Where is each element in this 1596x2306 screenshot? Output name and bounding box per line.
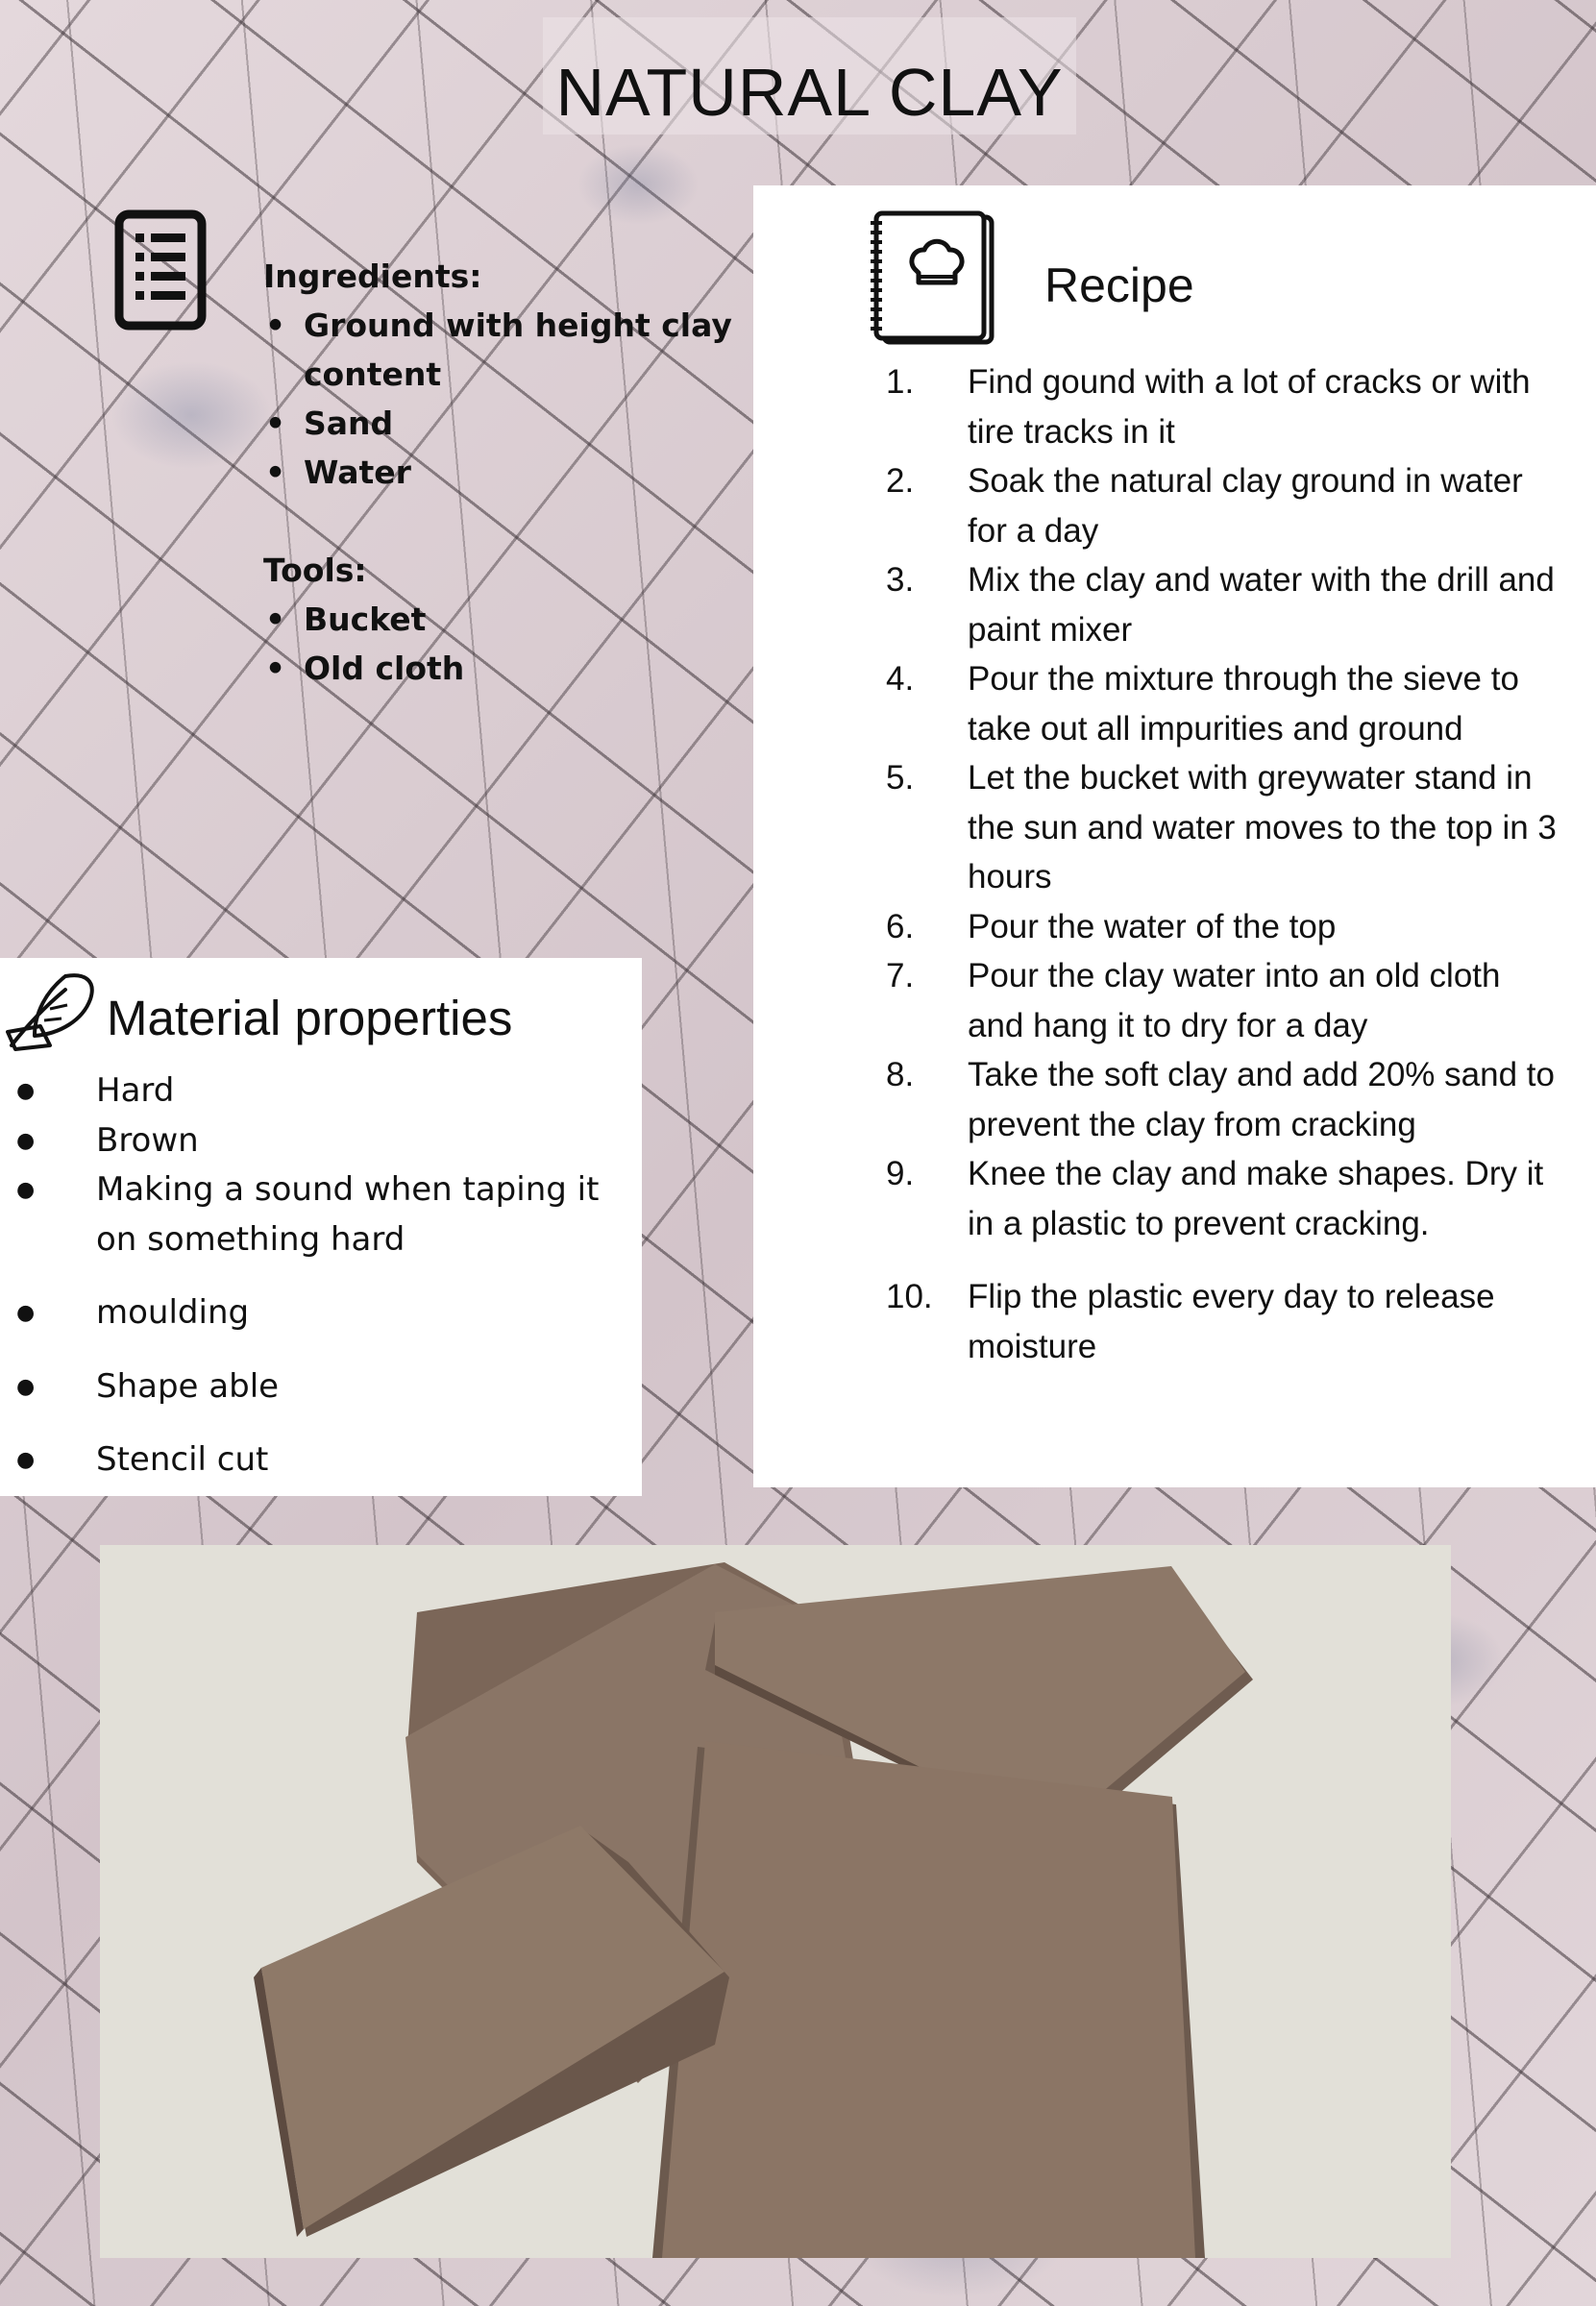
tools-list — [263, 595, 744, 693]
ingredient-item: • Sand — [263, 399, 744, 448]
recipe-steps — [886, 357, 1559, 1371]
step-text: Find gound with a lot of cracks or with tire tracks in it — [968, 363, 1531, 451]
step-number: 4. — [886, 660, 915, 698]
step-number: 3. — [886, 561, 915, 599]
page-title: NATURAL CLAY — [555, 55, 1064, 130]
recipe-step — [886, 951, 1559, 1050]
recipe-step — [886, 1050, 1559, 1149]
recipe-title: Recipe — [1044, 258, 1194, 312]
step-text: Pour the clay water into an old cloth and hang it to dry for a day — [968, 957, 1501, 1044]
recipe-step — [886, 357, 1559, 456]
clay-tiles-photo — [100, 1545, 1451, 2258]
step-text: Let the bucket with greywater stand in the sun and water moves to the top in 3 hours — [968, 759, 1557, 895]
step-number: 7. — [886, 957, 915, 994]
ingredients-heading: Ingredients: — [263, 258, 482, 295]
recipe-step — [886, 654, 1559, 753]
material-properties-list — [0, 1067, 615, 1485]
recipe-step — [886, 456, 1559, 555]
recipe-step — [886, 902, 1559, 952]
step-text: Knee the clay and make shapes. Dry it in a plastic to prevent cracking. — [968, 1155, 1544, 1242]
step-number: 5. — [886, 759, 915, 797]
property-item: ● Hard — [0, 1067, 615, 1116]
property-item: ● Brown — [0, 1116, 615, 1166]
feather-quill-icon — [6, 970, 98, 1051]
step-text: Pour the water of the top — [968, 907, 1337, 945]
title-banner — [543, 17, 1076, 135]
tool-item: • Bucket — [263, 595, 744, 644]
material-properties-title: Material properties — [107, 991, 513, 1045]
tool-item: • Old cloth — [263, 644, 744, 693]
recipe-step — [886, 1149, 1559, 1248]
property-item: ● Making a sound when taping it on something hard — [0, 1165, 615, 1264]
step-text: Mix the clay and water with the drill and paint mixer — [968, 561, 1555, 649]
recipe-step — [886, 753, 1559, 902]
ingredient-item: • Ground with height clay content — [263, 301, 744, 399]
step-text: Flip the plastic every day to release moisture — [968, 1278, 1495, 1365]
step-number: 2. — [886, 462, 915, 500]
property-item: ● moulding — [0, 1288, 615, 1338]
step-number: 8. — [886, 1056, 915, 1093]
list-document-icon — [114, 209, 207, 331]
tools-heading: Tools: — [263, 552, 367, 589]
step-text: Take the soft clay and add 20% sand to prevent the clay from cracking — [968, 1056, 1555, 1143]
step-number: 6. — [886, 907, 915, 945]
property-item: ● Shape able — [0, 1362, 615, 1412]
step-number: 9. — [886, 1155, 915, 1192]
recipe-step — [886, 1272, 1559, 1371]
ingredients-section — [263, 252, 744, 693]
ingredients-list — [263, 301, 744, 497]
step-text: Pour the mixture through the sieve to take out all impurities and ground — [968, 660, 1519, 748]
step-number: 10. — [886, 1278, 933, 1315]
ingredient-item: • Water — [263, 448, 744, 497]
step-text: Soak the natural clay ground in water for a day — [968, 462, 1523, 550]
step-number: 1. — [886, 363, 915, 401]
property-item: ● Stencil cut — [0, 1435, 615, 1485]
recipe-step — [886, 555, 1559, 654]
recipe-book-icon — [865, 209, 999, 348]
